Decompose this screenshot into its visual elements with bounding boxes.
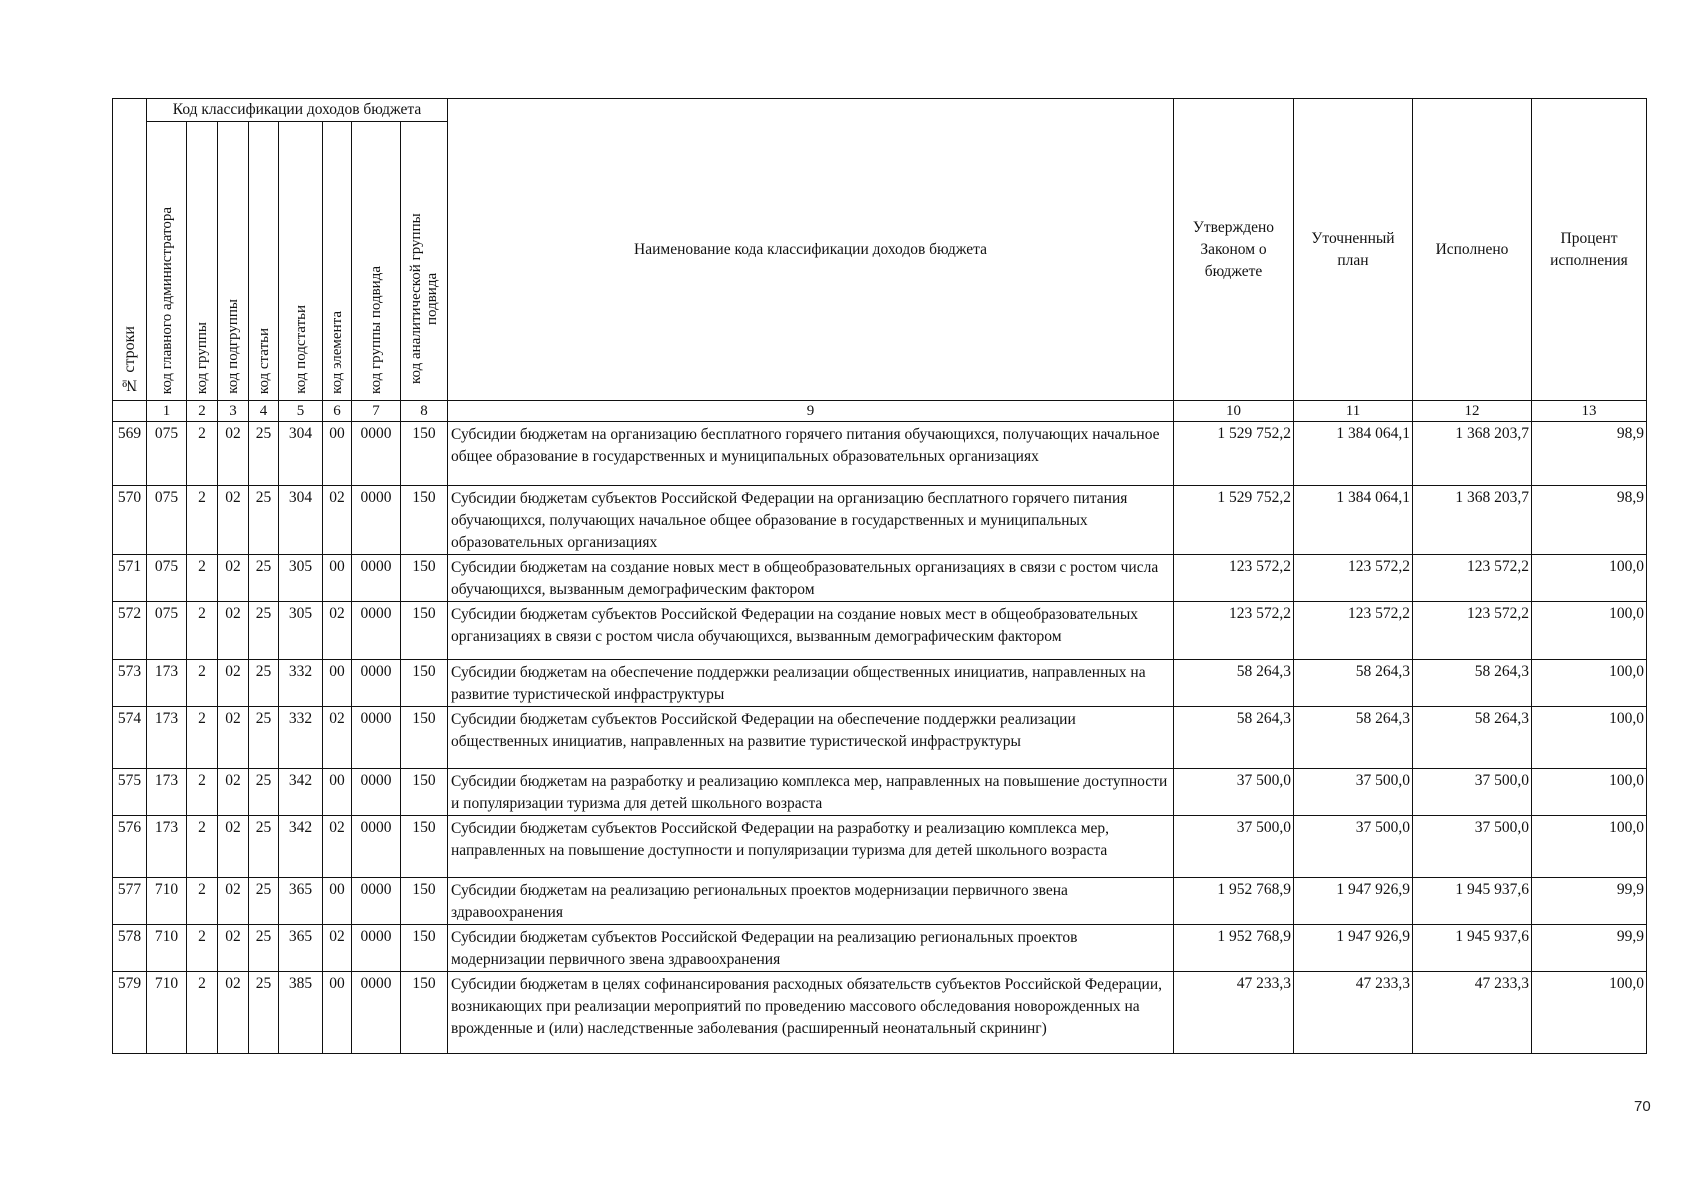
- code-group-cell: 2: [187, 878, 218, 925]
- revenue-name-cell: Субсидии бюджетам субъектов Российской Федерации на разработку и реализацию комплекса мер, направленных на повышение доступности и популяризации туризма для детей школьного возраста: [448, 816, 1174, 878]
- code-subtype-group-cell: 0000: [352, 602, 401, 660]
- code-subarticle-cell: 365: [279, 925, 323, 972]
- code-analytic-group-cell: 150: [401, 602, 448, 660]
- code-subgroup-cell: 02: [218, 878, 249, 925]
- code-subgroup-cell: 02: [218, 602, 249, 660]
- code-administrator-cell: 710: [147, 878, 187, 925]
- percent-cell: 99,9: [1532, 878, 1647, 925]
- table-row: [113, 660, 1647, 707]
- executed-amount-cell: 47 233,3: [1413, 972, 1532, 1054]
- percent-cell: 100,0: [1532, 555, 1647, 602]
- code-subtype-group-cell: 0000: [352, 422, 401, 486]
- row-number-cell: 573: [113, 660, 147, 707]
- percent-cell: 100,0: [1532, 816, 1647, 878]
- revenue-name-cell: Субсидии бюджетам субъектов Российской Федерации на обеспечение поддержки реализации общественных инициатив, направленных на развитие туристической инфраструктуры: [448, 707, 1174, 769]
- code-article-cell: 25: [249, 602, 279, 660]
- code-subarticle-cell: 332: [279, 660, 323, 707]
- code-subgroup-cell: 02: [218, 972, 249, 1054]
- code-analytic-group-cell: 150: [401, 486, 448, 555]
- code-subarticle-cell: 304: [279, 422, 323, 486]
- header-code-article: [249, 122, 279, 401]
- plan-amount-cell: 1 384 064,1: [1294, 422, 1413, 486]
- code-article-cell: 25: [249, 555, 279, 602]
- header-code-subarticle-label: код подстатьи: [292, 305, 309, 394]
- plan-amount-cell: 123 572,2: [1294, 555, 1413, 602]
- code-article-cell: 25: [249, 878, 279, 925]
- code-group-cell: 2: [187, 925, 218, 972]
- code-analytic-group-cell: 150: [401, 878, 448, 925]
- column-number: 12: [1413, 401, 1532, 422]
- code-administrator-cell: 075: [147, 486, 187, 555]
- code-element-cell: 02: [323, 602, 352, 660]
- header-name: Наименование кода классификации доходов бюджета: [448, 99, 1174, 401]
- column-number: 3: [218, 401, 249, 422]
- table-row: [113, 769, 1647, 816]
- executed-amount-cell: 1 368 203,7: [1413, 486, 1532, 555]
- code-administrator-cell: 173: [147, 707, 187, 769]
- revenue-name-cell: Субсидии бюджетам субъектов Российской Федерации на организацию бесплатного горячего питания обучающихся, получающих начальное общее образование в государственных и муниципальных образовательных организациях: [448, 486, 1174, 555]
- code-subgroup-cell: 02: [218, 707, 249, 769]
- header-code-group-label: код группы: [194, 321, 210, 394]
- code-analytic-group-cell: 150: [401, 769, 448, 816]
- plan-amount-cell: 58 264,3: [1294, 660, 1413, 707]
- code-analytic-group-cell: 150: [401, 555, 448, 602]
- plan-amount-cell: 123 572,2: [1294, 602, 1413, 660]
- plan-amount-cell: 37 500,0: [1294, 769, 1413, 816]
- code-administrator-cell: 173: [147, 816, 187, 878]
- percent-cell: 100,0: [1532, 972, 1647, 1054]
- row-number-cell: 574: [113, 707, 147, 769]
- code-subtype-group-cell: 0000: [352, 816, 401, 878]
- budget-revenue-table: [112, 98, 1647, 1054]
- code-element-cell: 00: [323, 878, 352, 925]
- header-code-element-label: код элемента: [329, 311, 345, 394]
- code-subgroup-cell: 02: [218, 816, 249, 878]
- code-article-cell: 25: [249, 486, 279, 555]
- table-body: [113, 422, 1647, 1054]
- code-subarticle-cell: 342: [279, 769, 323, 816]
- code-analytic-group-cell: 150: [401, 422, 448, 486]
- plan-amount-cell: 47 233,3: [1294, 972, 1413, 1054]
- approved-amount-cell: 1 952 768,9: [1174, 878, 1294, 925]
- revenue-name-cell: Субсидии бюджетам на организацию бесплатного горячего питания обучающихся, получающих начальное общее образование в государственных и муниципальных образовательных организациях: [448, 422, 1174, 486]
- header-code-subtype-group-label: код группы подвида: [368, 266, 384, 394]
- header-code-subgroup: [218, 122, 249, 401]
- executed-amount-cell: 1 945 937,6: [1413, 878, 1532, 925]
- percent-cell: 100,0: [1532, 707, 1647, 769]
- plan-amount-cell: 1 947 926,9: [1294, 925, 1413, 972]
- plan-amount-cell: 37 500,0: [1294, 816, 1413, 878]
- header-code-subarticle: [279, 122, 323, 401]
- percent-cell: 98,9: [1532, 422, 1647, 486]
- header-executed: Исполнено: [1413, 99, 1532, 401]
- code-subgroup-cell: 02: [218, 925, 249, 972]
- header-code-subtype-group: [352, 122, 401, 401]
- header-code-administrator: [147, 122, 187, 401]
- executed-amount-cell: 1 368 203,7: [1413, 422, 1532, 486]
- table-row: [113, 486, 1647, 555]
- percent-cell: 99,9: [1532, 925, 1647, 972]
- code-element-cell: 00: [323, 422, 352, 486]
- code-administrator-cell: 710: [147, 925, 187, 972]
- code-article-cell: 25: [249, 925, 279, 972]
- percent-cell: 100,0: [1532, 660, 1647, 707]
- executed-amount-cell: 58 264,3: [1413, 707, 1532, 769]
- code-article-cell: 25: [249, 769, 279, 816]
- code-subtype-group-cell: 0000: [352, 769, 401, 816]
- approved-amount-cell: 1 529 752,2: [1174, 422, 1294, 486]
- row-number-cell: 578: [113, 925, 147, 972]
- column-number: 10: [1174, 401, 1294, 422]
- code-subarticle-cell: 305: [279, 555, 323, 602]
- approved-amount-cell: 58 264,3: [1174, 707, 1294, 769]
- executed-amount-cell: 123 572,2: [1413, 602, 1532, 660]
- revenue-name-cell: Субсидии бюджетам субъектов Российской Федерации на реализацию региональных проектов модернизации первичного звена здравоохранения: [448, 925, 1174, 972]
- code-element-cell: 00: [323, 972, 352, 1054]
- plan-amount-cell: 58 264,3: [1294, 707, 1413, 769]
- table-row: [113, 707, 1647, 769]
- code-subarticle-cell: 385: [279, 972, 323, 1054]
- code-analytic-group-cell: 150: [401, 660, 448, 707]
- header-approved: Утверждено Законом о бюджете: [1174, 99, 1294, 401]
- code-subarticle-cell: 304: [279, 486, 323, 555]
- table-row: [113, 878, 1647, 925]
- header-code-analytic-group-label: код аналитической группы подвида: [408, 213, 440, 385]
- executed-amount-cell: 37 500,0: [1413, 769, 1532, 816]
- column-number-blank: [113, 401, 147, 422]
- code-subtype-group-cell: 0000: [352, 660, 401, 707]
- revenue-name-cell: Субсидии бюджетам на разработку и реализацию комплекса мер, направленных на повышение доступности и популяризации туризма для детей школьного возраста: [448, 769, 1174, 816]
- code-administrator-cell: 075: [147, 602, 187, 660]
- code-administrator-cell: 173: [147, 660, 187, 707]
- header-code-element: [323, 122, 352, 401]
- table-row: [113, 972, 1647, 1054]
- code-group-cell: 2: [187, 422, 218, 486]
- code-subarticle-cell: 332: [279, 707, 323, 769]
- column-number: 8: [401, 401, 448, 422]
- code-article-cell: 25: [249, 707, 279, 769]
- code-group-cell: 2: [187, 769, 218, 816]
- table-row: [113, 422, 1647, 486]
- column-number: 7: [352, 401, 401, 422]
- header-classification-group: Код классификации доходов бюджета: [147, 99, 448, 122]
- header-plan: Уточненный план: [1294, 99, 1413, 401]
- code-group-cell: 2: [187, 816, 218, 878]
- code-element-cell: 02: [323, 925, 352, 972]
- column-number: 11: [1294, 401, 1413, 422]
- approved-amount-cell: 1 529 752,2: [1174, 486, 1294, 555]
- code-article-cell: 25: [249, 972, 279, 1054]
- header-code-article-label: код статьи: [255, 327, 272, 394]
- header-row-number-label: № строки: [120, 326, 138, 394]
- code-analytic-group-cell: 150: [401, 816, 448, 878]
- executed-amount-cell: 123 572,2: [1413, 555, 1532, 602]
- code-subgroup-cell: 02: [218, 422, 249, 486]
- code-subgroup-cell: 02: [218, 555, 249, 602]
- column-number: 4: [249, 401, 279, 422]
- percent-cell: 100,0: [1532, 769, 1647, 816]
- row-number-cell: 571: [113, 555, 147, 602]
- approved-amount-cell: 47 233,3: [1174, 972, 1294, 1054]
- table-row: [113, 602, 1647, 660]
- code-subgroup-cell: 02: [218, 660, 249, 707]
- code-group-cell: 2: [187, 972, 218, 1054]
- code-element-cell: 02: [323, 707, 352, 769]
- table-row: [113, 925, 1647, 972]
- code-group-cell: 2: [187, 602, 218, 660]
- row-number-cell: 575: [113, 769, 147, 816]
- code-administrator-cell: 173: [147, 769, 187, 816]
- revenue-name-cell: Субсидии бюджетам на реализацию региональных проектов модернизации первичного звена здравоохранения: [448, 878, 1174, 925]
- code-article-cell: 25: [249, 660, 279, 707]
- code-subtype-group-cell: 0000: [352, 925, 401, 972]
- plan-amount-cell: 1 947 926,9: [1294, 878, 1413, 925]
- row-number-cell: 576: [113, 816, 147, 878]
- code-subgroup-cell: 02: [218, 769, 249, 816]
- column-number: 9: [448, 401, 1174, 422]
- revenue-name-cell: Субсидии бюджетам субъектов Российской Федерации на создание новых мест в общеобразовательных организациях в связи с ростом числа обучающихся, вызванным демографическим фактором: [448, 602, 1174, 660]
- column-number: 13: [1532, 401, 1647, 422]
- column-number: 5: [279, 401, 323, 422]
- approved-amount-cell: 58 264,3: [1174, 660, 1294, 707]
- header-code-administrator-label: код главного администратора: [158, 206, 175, 394]
- code-analytic-group-cell: 150: [401, 707, 448, 769]
- revenue-name-cell: Субсидии бюджетам на обеспечение поддержки реализации общественных инициатив, направленных на развитие туристической инфраструктуры: [448, 660, 1174, 707]
- table-row: [113, 555, 1647, 602]
- code-group-cell: 2: [187, 660, 218, 707]
- percent-cell: 98,9: [1532, 486, 1647, 555]
- code-subarticle-cell: 342: [279, 816, 323, 878]
- code-analytic-group-cell: 150: [401, 925, 448, 972]
- column-number: 1: [147, 401, 187, 422]
- revenue-name-cell: Субсидии бюджетам на создание новых мест в общеобразовательных организациях в связи с ростом числа обучающихся, вызванным демографическим фактором: [448, 555, 1174, 602]
- header-code-group: [187, 122, 218, 401]
- executed-amount-cell: 37 500,0: [1413, 816, 1532, 878]
- code-administrator-cell: 075: [147, 422, 187, 486]
- approved-amount-cell: 37 500,0: [1174, 769, 1294, 816]
- code-element-cell: 02: [323, 816, 352, 878]
- percent-cell: 100,0: [1532, 602, 1647, 660]
- code-element-cell: 02: [323, 486, 352, 555]
- approved-amount-cell: 123 572,2: [1174, 555, 1294, 602]
- code-subtype-group-cell: 0000: [352, 878, 401, 925]
- page-number: 70: [1634, 1098, 1651, 1115]
- header-percent: Процент исполнения: [1532, 99, 1647, 401]
- code-group-cell: 2: [187, 486, 218, 555]
- code-subtype-group-cell: 0000: [352, 972, 401, 1054]
- row-number-cell: 572: [113, 602, 147, 660]
- column-numbers-row: [113, 401, 1647, 422]
- code-element-cell: 00: [323, 555, 352, 602]
- header-row-number: [113, 99, 147, 401]
- code-element-cell: 00: [323, 769, 352, 816]
- executed-amount-cell: 1 945 937,6: [1413, 925, 1532, 972]
- header-code-subgroup-label: код подгруппы: [225, 299, 241, 394]
- code-subarticle-cell: 365: [279, 878, 323, 925]
- revenue-name-cell: Субсидии бюджетам в целях софинансирования расходных обязательств субъектов Российской Федерации, возникающих при реализации мероприятий по проведению массового обследования новорожденных на врожденные и (или) наследственные заболевания (расширенный неонатальный скрининг): [448, 972, 1174, 1054]
- code-administrator-cell: 075: [147, 555, 187, 602]
- plan-amount-cell: 1 384 064,1: [1294, 486, 1413, 555]
- code-subtype-group-cell: 0000: [352, 707, 401, 769]
- code-subtype-group-cell: 0000: [352, 486, 401, 555]
- approved-amount-cell: 1 952 768,9: [1174, 925, 1294, 972]
- column-number: 2: [187, 401, 218, 422]
- row-number-cell: 579: [113, 972, 147, 1054]
- header-code-analytic-group: [401, 122, 448, 401]
- code-group-cell: 2: [187, 555, 218, 602]
- code-subarticle-cell: 305: [279, 602, 323, 660]
- code-article-cell: 25: [249, 816, 279, 878]
- row-number-cell: 577: [113, 878, 147, 925]
- code-element-cell: 00: [323, 660, 352, 707]
- column-number: 6: [323, 401, 352, 422]
- table-row: [113, 816, 1647, 878]
- code-analytic-group-cell: 150: [401, 972, 448, 1054]
- executed-amount-cell: 58 264,3: [1413, 660, 1532, 707]
- code-group-cell: 2: [187, 707, 218, 769]
- row-number-cell: 570: [113, 486, 147, 555]
- code-subtype-group-cell: 0000: [352, 555, 401, 602]
- approved-amount-cell: 37 500,0: [1174, 816, 1294, 878]
- code-administrator-cell: 710: [147, 972, 187, 1054]
- code-subgroup-cell: 02: [218, 486, 249, 555]
- approved-amount-cell: 123 572,2: [1174, 602, 1294, 660]
- code-article-cell: 25: [249, 422, 279, 486]
- row-number-cell: 569: [113, 422, 147, 486]
